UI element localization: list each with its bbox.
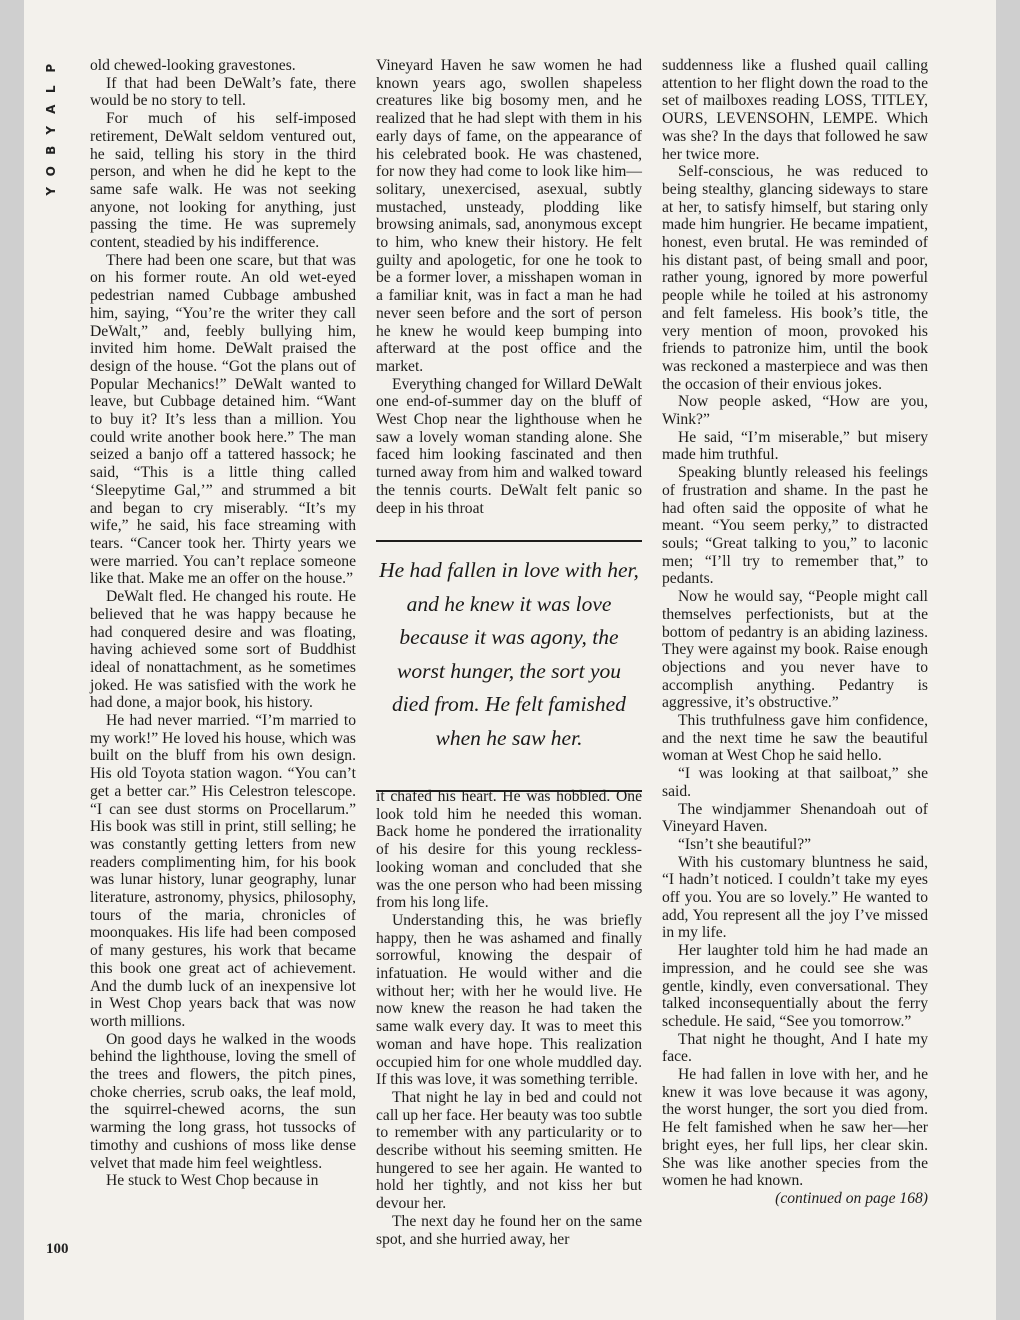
paragraph: Speaking bluntly released his feelings of frustration and shame. In the past he had often said the opposite of what he meant. “You seem perky,” to distracted souls; “Great talking to you,” to laconic men; “I’ll try to remember that,” to pedants. <box>662 464 928 588</box>
paragraph: “I was looking at that sailboat,” she said. <box>662 765 928 800</box>
article-column-2-bottom <box>376 788 642 1248</box>
paragraph: On good days he walked in the woods behind the lighthouse, loving the smell of the trees and flowers, the pitch pines, choke cherries, scrub oaks, the leaf mold, the squirrel-chewed acorns, the sun warming the long grass, hot tussocks of timothy and cushions of moss like dense velvet that made him feel weightless. <box>90 1030 356 1172</box>
paragraph: DeWalt fled. He changed his route. He believed that he was happy because he had conquered desire and was floating, having achieved some sort of Buddhist ideal of nonattachment, as he sometimes joked. He was satisfied with the work he had done, a major book, his history. <box>90 588 356 712</box>
paragraph: He had never married. “I’m married to my work!” He loved his house, which was built on the bluff from his own design. His old Toyota station wagon. “You can’t get a better car.” His Celestron telescope. “I can see dust storms on Procellarum.” His book was still in print, still selling; he was constantly getting letters from new readers complimenting him, for his book was lunar history, lunar geography, lunar literature, astronomy, physics, philosophy, tours of the maria, chronicles of moonquakes. His life had been composed of many gestures, his work that became this book one great act of achievement. And the dumb luck of an inexpensive lot in West Chop years back that was now worth millions. <box>90 712 356 1030</box>
paragraph: Self-conscious, he was reduced to being stealthy, glancing sideways to stare at her, to satisfy himself, but staring only made him hungrier. He became impatient, honest, even brutal. He was reminded of his distant past, of being small and poor, rather young, ignored by more powerful people while he toiled at his astronomy and felt fameless. His book’s title, the very mention of moon, provoked his friends to patronize him, until the book was reckoned a masterpiece and was then the occasion of their envious jokes. <box>662 163 928 393</box>
paragraph: That night he lay in bed and could not call up her face. Her beauty was too subtle to remember with any particularity or to describe without his seeming smitten. He hungered to see her again. He wanted to hold her tightly, and not kiss her but devour her. <box>376 1088 642 1213</box>
magazine-name-letter: L <box>43 84 58 93</box>
magazine-page <box>24 0 996 1320</box>
pull-quote <box>376 540 642 792</box>
paragraph: suddenness like a flushed quail calling attention to her flight down the road to the set of mailboxes reading LOSS, TITLEY, OURS, LEVENSOHN, LEMPE. Which was she? In the days that followed he saw her twice more. <box>662 57 928 163</box>
paragraph: The windjammer Shenandoah out of Vineyard Haven. <box>662 800 928 836</box>
paragraph: He said, “I’m miserable,” but misery made him truthful. <box>662 428 928 464</box>
paragraph: Everything changed for Willard DeWalt one end-of-summer day on the bluff of West Chop near the lighthouse when he saw a lovely woman standing alone. She faced him looking fascinated and then turned away from him and walked toward the tennis courts. DeWalt felt panic so deep in his throat <box>376 375 642 517</box>
paragraph: If that had been DeWalt’s fate, there would be no story to tell. <box>90 74 356 110</box>
paragraph: old chewed-looking gravestones. <box>90 57 296 74</box>
article-column-2-top <box>376 57 642 517</box>
paragraph: Now people asked, “How are you, Wink?” <box>662 393 928 429</box>
paragraph: There had been one scare, but that was on his former route. An old wet-eyed pedestrian named Cubbage ambushed him, saying, “You’re the writer they call DeWalt,” and, feebly bullying him, invited him home. DeWalt praised the design of the house. “Got the plans out of Popular Mechanics!” DeWalt wanted to leave, but Cubbage detained him. “Want to buy it? It’s less than a million. You could write another book here.” The man seized a banjo off a tattered hassock; he said, “This is a little thing called ‘Sleepytime Gal,’” and strummed a bit and began to cry miserably. “It’s my wife,” he said, his face streaming with tears. “Cancer took her. Thirty years we were married. You can’t replace someone like that. Make me an offer on the house.” <box>90 251 356 588</box>
article-column-1 <box>90 57 356 1190</box>
magazine-name-letter: A <box>43 104 58 114</box>
pull-quote-top-rule <box>376 540 642 542</box>
continued-note: (continued on page 168) <box>775 1190 928 1207</box>
paragraph: This truthfulness gave him confidence, and the next time he saw the beautiful woman at West Chop he said hello. <box>662 712 928 765</box>
pull-quote-text: He had fallen in love with her, and he knew it was love because it was agony, the worst hunger, the sort you died from. He felt famished when he saw her. <box>379 558 639 750</box>
paragraph: Understanding this, he was briefly happy, then he was ashamed and finally sorrowful, knowing the despair of infatuation. He would wither and die without her; with her he would live. He now knew the reason he had taken the same walk every day. It was to meet this woman and have hope. This realization occupied him for one whole muddled day. If this was love, it was something terrible. <box>376 911 642 1089</box>
paragraph: Vineyard Haven he saw women he had known years ago, swollen shapeless creatures like big bosomy men, and he realized that he had slept with them in his early days of fame, on the appearance of his celebrated book. He was chastened, for now they had come to look like him—solitary, unexercised, asexual, subtly mustached, unsteady, plodding like browsing animals, sad, anonymous except to him, who knew their history. He felt guilty and apologetic, for one he took to be a former lover, a misshapen woman in a familiar knit, was in fact a man he had never seen before and the sort of person he knew he would keep bumping into afterward at the post office and the market. <box>376 57 642 375</box>
page-number: 100 <box>46 1241 69 1257</box>
magazine-name-vertical <box>40 58 62 202</box>
magazine-name-letter: Y <box>43 186 58 196</box>
paragraph: Her laughter told him he had made an impression, and he could see she was gentle, kindly, even conversational. They talked inconsequentially about the ferry schedule. He said, “See you tomorrow.” <box>662 942 928 1030</box>
article-column-3 <box>662 57 928 1208</box>
paragraph: Now he would say, “People might call themselves perfectionists, but at the bottom of pedantry is an abiding laziness. They were against my book. Raise enough objections and you never have to accomplish anything. Pedantry is aggressive, it’s obstructive.” <box>662 588 928 712</box>
paragraph: “Isn’t she beautiful?” <box>678 835 812 853</box>
paragraph: it chafed his heart. He was hobbled. One look told him he needed this woman. Back home he pondered the irrationality of his desire for this young reckless-looking woman and concluded that she was the one person who had been missing from his long life. <box>376 788 642 912</box>
paragraph: He had fallen in love with her, and he knew it was love because it was agony, the worst hunger, the sort you died from. He felt famished when he saw her—her bright eyes, her full lips, her clear skin. She was like another species from the women he had known. <box>662 1066 928 1190</box>
paragraph: With his customary bluntness he said, “I hadn’t noticed. I couldn’t take my eyes off you. You are so lovely.” He wanted to add, You represent all the joy I’ve missed in my life. <box>662 853 928 942</box>
paragraph: He stuck to West Chop because in <box>106 1172 319 1190</box>
paragraph: For much of his self-imposed retirement, DeWalt seldom ventured out, he said, telling his story in the third person, and when he did he kept to the same safe walk. He was not seeking anyone, not looking for anything, just passing the time. He was supremely content, steadied by his indifference. <box>90 110 356 252</box>
magazine-name-letter: O <box>43 165 58 176</box>
magazine-name-letter: P <box>43 63 58 73</box>
paragraph: The next day he found her on the same spot, and she hurried away, her <box>376 1212 642 1248</box>
paragraph: That night he thought, And I hate my face. <box>662 1030 928 1066</box>
magazine-name-letter: B <box>43 145 58 155</box>
magazine-name-letter: Y <box>43 125 58 135</box>
